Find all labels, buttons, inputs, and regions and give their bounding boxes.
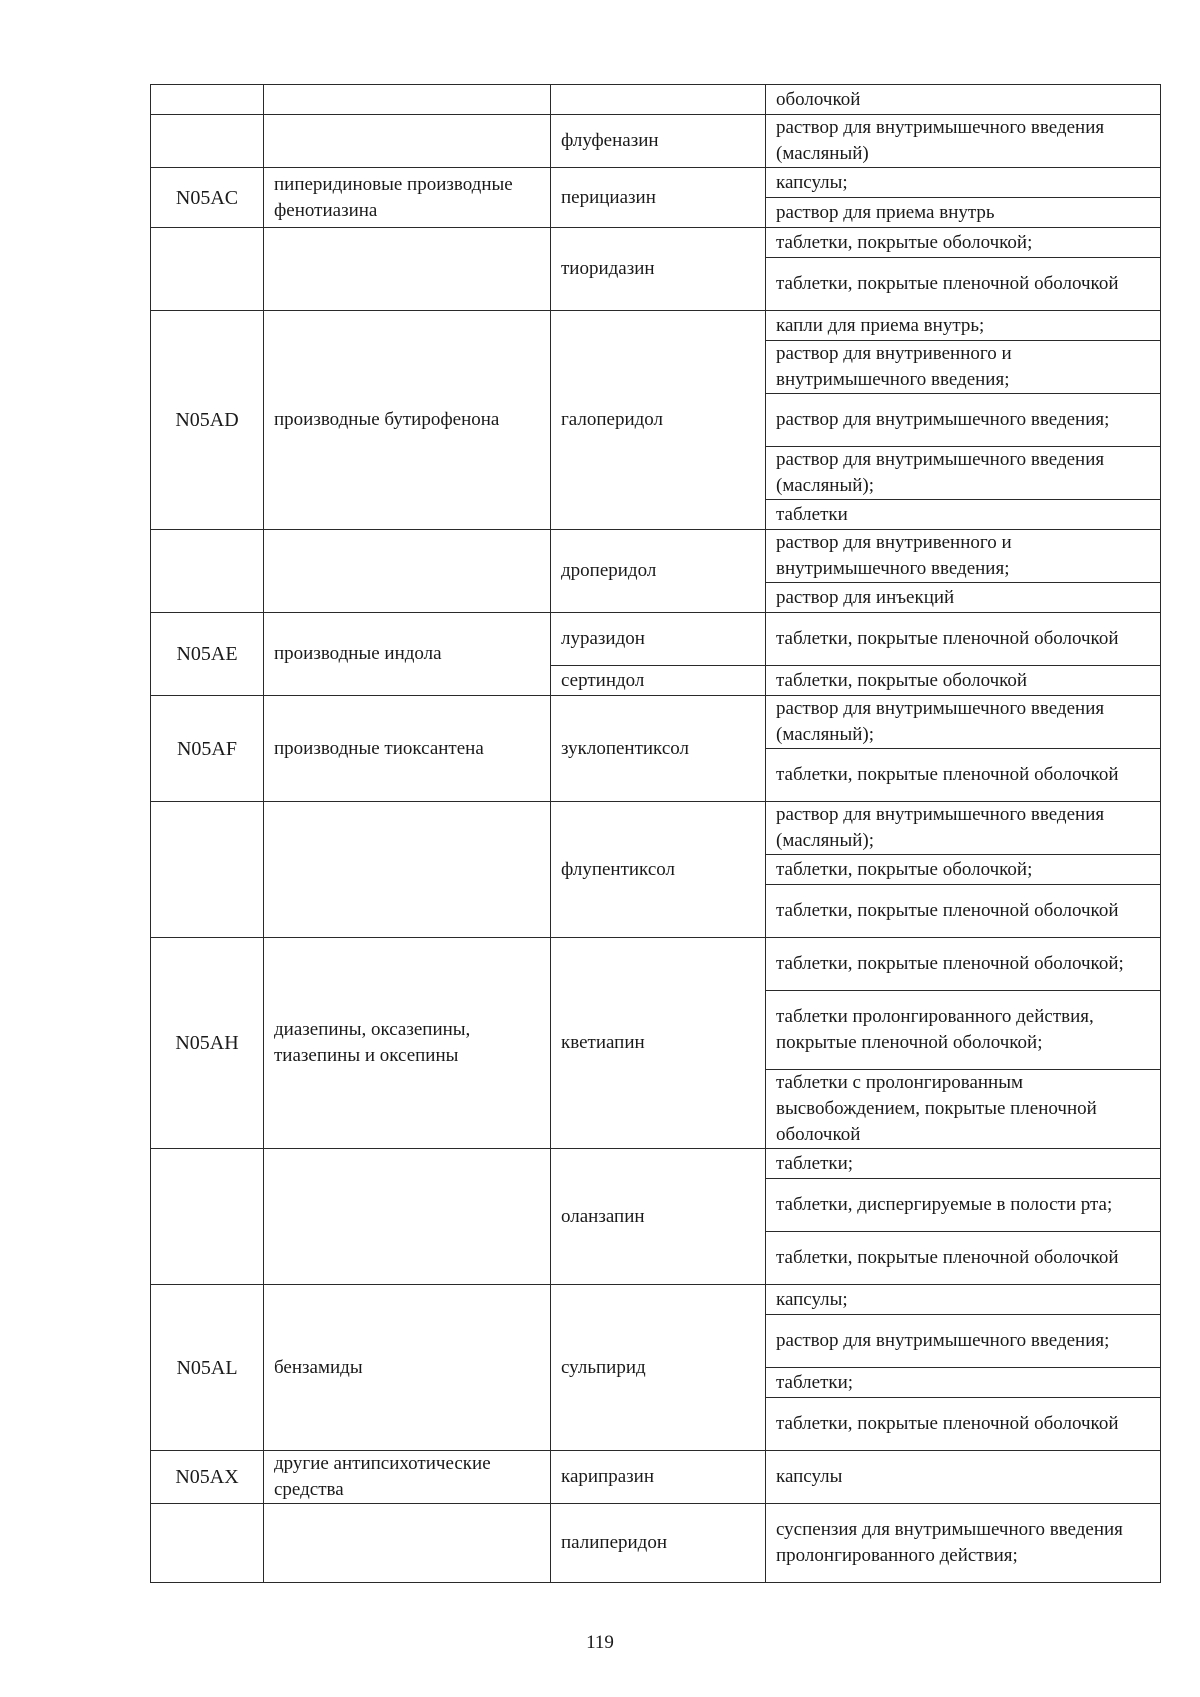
group-cell bbox=[264, 1149, 551, 1285]
table-row bbox=[151, 696, 1161, 749]
form-cell: таблетки bbox=[766, 500, 1161, 530]
table-row bbox=[151, 311, 1161, 341]
table-row bbox=[151, 115, 1161, 168]
atc-code-cell: N05AH bbox=[151, 938, 264, 1149]
form-cell: таблетки; bbox=[766, 1149, 1161, 1179]
atc-code-cell bbox=[151, 115, 264, 168]
form-cell: капсулы; bbox=[766, 168, 1161, 198]
form-cell: раствор для внутримышечного введения; bbox=[766, 394, 1161, 447]
form-cell: раствор для внутривенного и внутримышечного введения; bbox=[766, 341, 1161, 394]
form-cell: таблетки, покрытые пленочной оболочкой bbox=[766, 1398, 1161, 1451]
group-cell bbox=[264, 228, 551, 311]
form-cell: раствор для внутримышечного введения (масляный); bbox=[766, 696, 1161, 749]
atc-code-cell bbox=[151, 1149, 264, 1285]
table-row bbox=[151, 228, 1161, 258]
inn-cell: перициазин bbox=[551, 168, 766, 228]
table-row bbox=[151, 938, 1161, 991]
form-cell: таблетки, покрытые пленочной оболочкой bbox=[766, 749, 1161, 802]
form-cell: таблетки с пролонгированным высвобождением, покрытые пленочной оболочкой bbox=[766, 1070, 1161, 1149]
form-cell: таблетки, покрытые пленочной оболочкой; bbox=[766, 938, 1161, 991]
inn-cell: сертиндол bbox=[551, 666, 766, 696]
form-cell: таблетки, покрытые пленочной оболочкой bbox=[766, 1232, 1161, 1285]
inn-cell: луразидон bbox=[551, 613, 766, 666]
atc-code-cell: N05AD bbox=[151, 311, 264, 530]
atc-code-cell: N05AE bbox=[151, 613, 264, 696]
group-cell: производные бутирофенона bbox=[264, 311, 551, 530]
form-cell: оболочкой bbox=[766, 85, 1161, 115]
inn-cell: зуклопентиксол bbox=[551, 696, 766, 802]
form-cell: таблетки, покрытые пленочной оболочкой bbox=[766, 613, 1161, 666]
group-cell bbox=[264, 530, 551, 613]
atc-code-cell: N05AF bbox=[151, 696, 264, 802]
inn-cell: кветиапин bbox=[551, 938, 766, 1149]
inn-cell: галоперидол bbox=[551, 311, 766, 530]
inn-cell: карипразин bbox=[551, 1451, 766, 1504]
form-cell: раствор для внутримышечного введения (масляный); bbox=[766, 802, 1161, 855]
atc-code-cell bbox=[151, 802, 264, 938]
form-cell: таблетки, покрытые оболочкой bbox=[766, 666, 1161, 696]
inn-cell: флуфеназин bbox=[551, 115, 766, 168]
group-cell: пиперидиновые производные фенотиазина bbox=[264, 168, 551, 228]
inn-cell: тиоридазин bbox=[551, 228, 766, 311]
form-cell: раствор для инъекций bbox=[766, 583, 1161, 613]
form-cell: таблетки, диспергируемые в полости рта; bbox=[766, 1179, 1161, 1232]
table-row bbox=[151, 85, 1161, 115]
form-cell: таблетки пролонгированного действия, покрытые пленочной оболочкой; bbox=[766, 991, 1161, 1070]
form-cell: таблетки, покрытые оболочкой; bbox=[766, 855, 1161, 885]
group-cell: производные тиоксантена bbox=[264, 696, 551, 802]
form-cell: раствор для внутримышечного введения (масляный) bbox=[766, 115, 1161, 168]
inn-cell: флупентиксол bbox=[551, 802, 766, 938]
form-cell: капсулы bbox=[766, 1451, 1161, 1504]
drug-table bbox=[150, 84, 1161, 1583]
form-cell: таблетки; bbox=[766, 1368, 1161, 1398]
table-row bbox=[151, 530, 1161, 583]
form-cell: суспензия для внутримышечного введения пролонгированного действия; bbox=[766, 1504, 1161, 1583]
table-row bbox=[151, 168, 1161, 198]
form-cell: раствор для приема внутрь bbox=[766, 198, 1161, 228]
group-cell bbox=[264, 802, 551, 938]
group-cell bbox=[264, 85, 551, 115]
group-cell: другие антипсихотические средства bbox=[264, 1451, 551, 1504]
form-cell: капсулы; bbox=[766, 1285, 1161, 1315]
group-cell bbox=[264, 115, 551, 168]
inn-cell: оланзапин bbox=[551, 1149, 766, 1285]
atc-code-cell bbox=[151, 530, 264, 613]
atc-code-cell: N05AC bbox=[151, 168, 264, 228]
atc-code-cell bbox=[151, 228, 264, 311]
page-number: 119 bbox=[586, 1632, 614, 1653]
form-cell: таблетки, покрытые оболочкой; bbox=[766, 228, 1161, 258]
atc-code-cell: N05AX bbox=[151, 1451, 264, 1504]
group-cell bbox=[264, 1504, 551, 1583]
inn-cell: палиперидон bbox=[551, 1504, 766, 1583]
inn-cell: сульпирид bbox=[551, 1285, 766, 1451]
form-cell: раствор для внутримышечного введения (масляный); bbox=[766, 447, 1161, 500]
atc-code-cell bbox=[151, 85, 264, 115]
group-cell: производные индола bbox=[264, 613, 551, 696]
form-cell: капли для приема внутрь; bbox=[766, 311, 1161, 341]
inn-cell bbox=[551, 85, 766, 115]
form-cell: раствор для внутривенного и внутримышечного введения; bbox=[766, 530, 1161, 583]
table-row bbox=[151, 613, 1161, 666]
group-cell: бензамиды bbox=[264, 1285, 551, 1451]
table-row bbox=[151, 1504, 1161, 1583]
atc-code-cell bbox=[151, 1504, 264, 1583]
form-cell: таблетки, покрытые пленочной оболочкой bbox=[766, 885, 1161, 938]
table-row bbox=[151, 802, 1161, 855]
table-row bbox=[151, 1149, 1161, 1179]
form-cell: раствор для внутримышечного введения; bbox=[766, 1315, 1161, 1368]
inn-cell: дроперидол bbox=[551, 530, 766, 613]
form-cell: таблетки, покрытые пленочной оболочкой bbox=[766, 258, 1161, 311]
table-row bbox=[151, 1451, 1161, 1504]
table-row bbox=[151, 1285, 1161, 1315]
atc-code-cell: N05AL bbox=[151, 1285, 264, 1451]
group-cell: диазепины, оксазепины, тиазепины и оксепины bbox=[264, 938, 551, 1149]
